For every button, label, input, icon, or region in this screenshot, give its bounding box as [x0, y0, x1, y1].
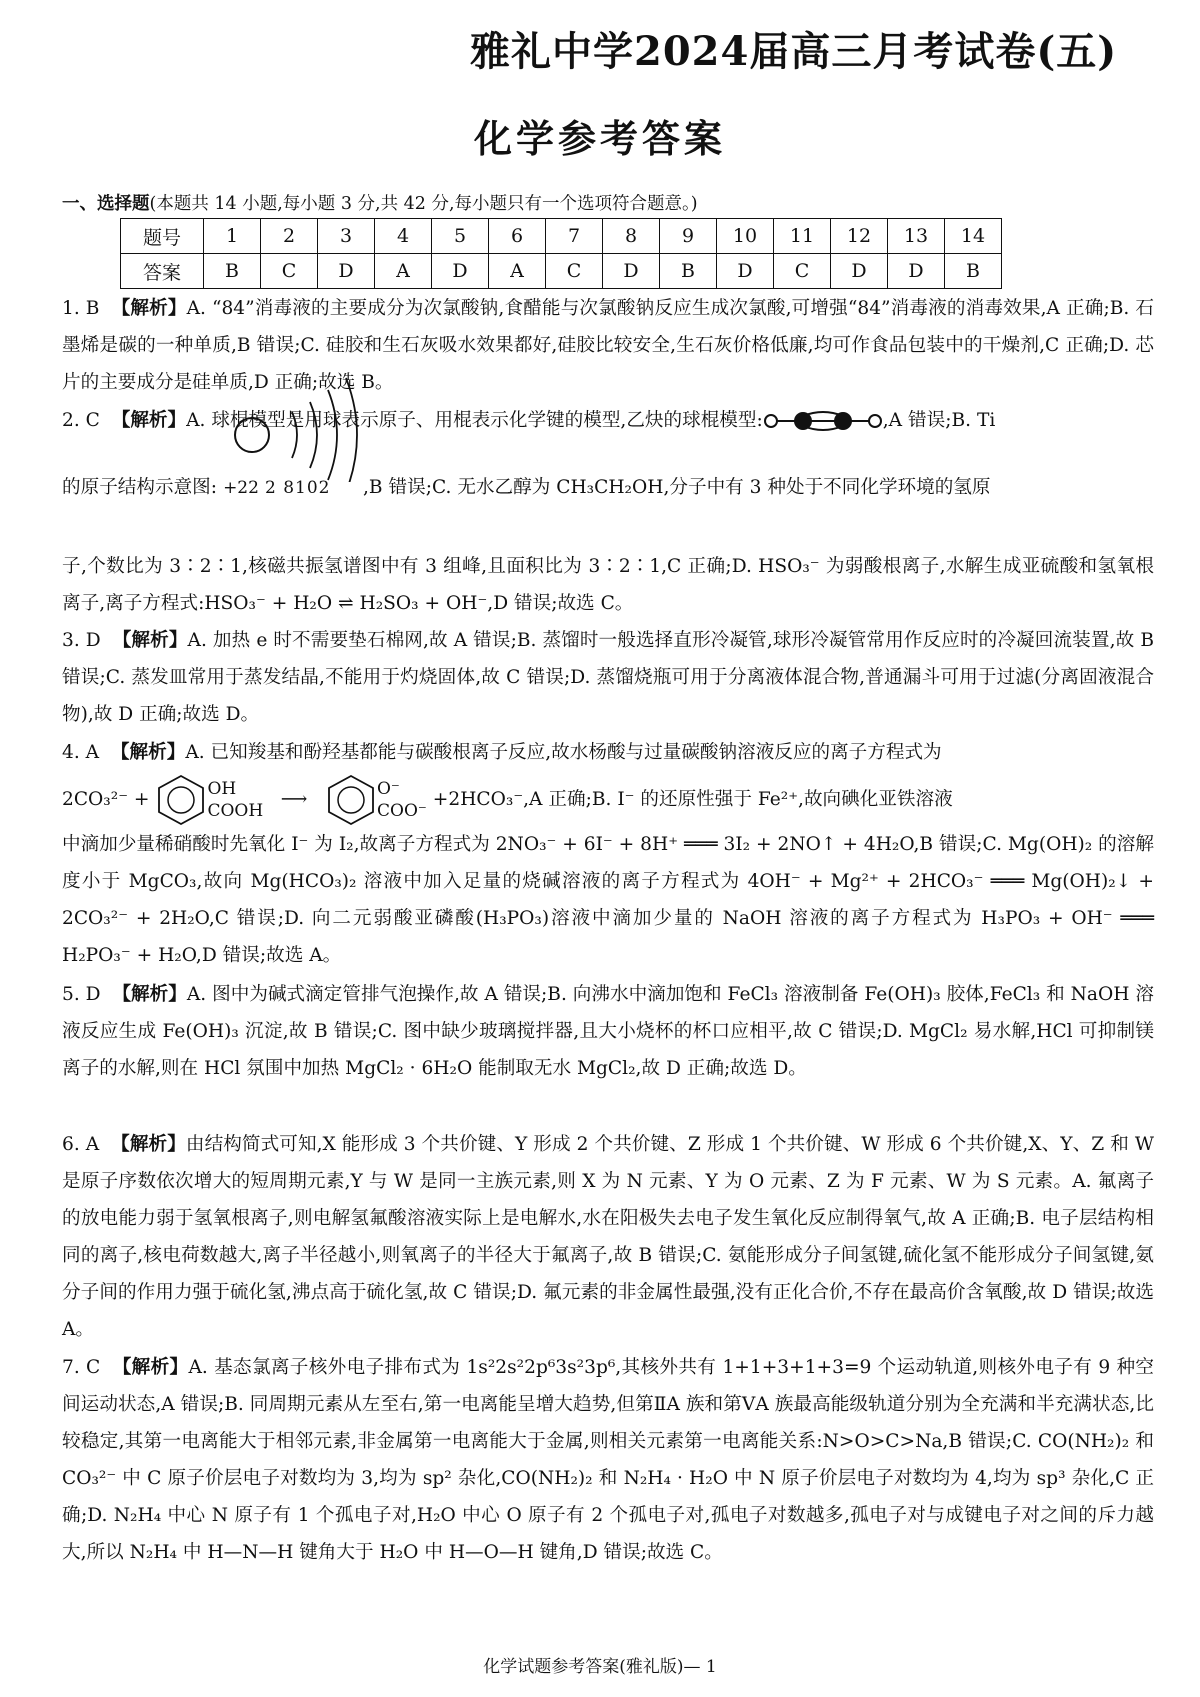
ti-atom-structure-diagram	[230, 372, 400, 482]
question-text: A. 图中为碱式滴定管排气泡操作,故 A 错误;B. 向沸水中滴加饱和 FeCl₃ 溶液制备 Fe(OH)₃ 胶体,FeCl₃ 和 NaOH 溶液反应生成 Fe(OH)₃ 沉淀,故 B 错误;C. 图中缺少玻璃搅拌器,且大小烧杯的杯口应相平,故 C 错误;D. MgCl₂ 易水解,HCl 可抑制镁离子的水解,则在 HCl 氛围中加热 MgCl₂ · 6H₂O 能制取无水 MgCl₂,故 D 正确;故选 D。	[62, 984, 1154, 1079]
question-number: 3. D	[62, 630, 101, 651]
substituent-group	[207, 778, 263, 822]
table-cell: 2	[261, 219, 318, 254]
table-cell: D	[717, 254, 774, 289]
table-cell: C	[261, 254, 318, 289]
question-number: 1. B	[62, 298, 100, 319]
question-6	[62, 1126, 1154, 1348]
question-text: ,B 错误;C. 无水乙醇为 CH₃CH₂OH,分子中有 3 种处于不同化学环境的氢原	[363, 477, 991, 498]
answer-table	[120, 218, 1002, 289]
acetylene-ball-stick-model	[763, 410, 883, 432]
question-number: 2. C	[62, 410, 100, 431]
question-text: A. 球棍模型是用球表示原子、用棍表示化学键的模型,乙炔的球棍模型:	[186, 410, 763, 431]
row-label-answer: 答案	[121, 254, 204, 289]
question-4-equation-line	[62, 772, 1154, 828]
carboxylate-label: COO⁻	[377, 801, 427, 821]
table-cell: D	[318, 254, 375, 289]
table-cell: 14	[945, 219, 1002, 254]
table-cell: B	[204, 254, 261, 289]
table-cell: 10	[717, 219, 774, 254]
question-5	[62, 976, 1154, 1087]
table-cell: D	[831, 254, 888, 289]
question-text: A. 已知羧基和酚羟基都能与碳酸根离子反应,故水杨酸与过量碳酸钠溶液反应的离子方程式为	[185, 742, 942, 763]
question-text: A. 基态氯离子核外电子排布式为 1s²2s²2p⁶3s²3p⁶,其核外共有 1+1+3+1+3=9 个运动轨道,则核外电子有 9 种空间运动状态,A 错误;B. 同周期元素从左至右,第一电离能呈增大趋势,但第ⅡA 族和第ⅤA 族最高能级轨道分别为全充满和半充满状态,比较稳定,其第一电离能大于相邻元素,非金属第一电离能大于金属,则相关元素第一电离能关系:N>O>C>Na,B 错误;C. CO(NH₂)₂ 和 CO₃²⁻ 中 C 原子价层电子对数均为 3,均为 sp² 杂化,CO(NH₂)₂ 和 N₂H₄ · H₂O 中 N 原子价层电子对数均为 4,均为 sp³ 杂化,C 正确;D. N₂H₄ 中心 N 原子有 1 个孤电子对,H₂O 中心 O 原子有 2 个孤电子对,孤电子对数越多,孤电子对与成键电子对之间的斥力越大,所以 N₂H₄ 中 H—N—H 键角大于 H₂O 中 H—O—H 键角,D 错误;故选 C。	[62, 1357, 1154, 1563]
question-2-continued	[62, 548, 1154, 622]
table-cell: 5	[432, 219, 489, 254]
table-cell: D	[432, 254, 489, 289]
salicylic-acid-structure	[155, 772, 207, 828]
table-cell: 8	[603, 219, 660, 254]
answer-table-number-row	[121, 219, 1002, 254]
equation-right: +2HCO₃⁻,A 正确;B. I⁻ 的还原性强于 Fe²⁺,故向碘化亚铁溶液	[432, 789, 953, 810]
page-footer: 化学试题参考答案(雅礼版)— 1	[483, 1657, 717, 1677]
table-cell: 13	[888, 219, 945, 254]
table-cell: B	[660, 254, 717, 289]
analysis-tag: 【解析】	[111, 1134, 186, 1155]
question-4-continued	[62, 826, 1154, 974]
question-1	[62, 290, 1154, 401]
salicylate-structure	[325, 772, 377, 828]
analysis-tag: 【解析】	[111, 298, 187, 319]
row-label-number: 题号	[121, 219, 204, 254]
phenoxide-label: O⁻	[377, 779, 400, 799]
question-text: A. 加热 e 时不需要垫石棉网,故 A 错误;B. 蒸馏时一般选择直形冷凝管,球形冷凝管常用作反应时的冷凝回流装置,故 B 错误;C. 蒸发皿常用于蒸发结晶,不能用于灼烧固体,故 C 错误;D. 蒸馏烧瓶可用于分离液体混合物,普通漏斗可用于过滤(分离固液混合物),故 D 正确;故选 D。	[62, 630, 1154, 725]
answer-table-answer-row	[121, 254, 1002, 289]
table-cell: D	[888, 254, 945, 289]
question-text: 中滴加少量稀硝酸时先氧化 I⁻ 为 I₂,故离子方程式为 2NO₃⁻ + 6I⁻ + 8H⁺ ═══ 3I₂ + 2NO↑ + 4H₂O,B 错误;C. Mg(OH)₂ 的溶解度小于 MgCO₃,故向 Mg(HCO₃)₂ 溶液中加入足量的烧碱溶液的离子方程式为 4OH⁻ + Mg²⁺ + 2HCO₃⁻ ═══ Mg(OH)₂↓ + 2CO₃²⁻ + 2H₂O,C 错误;D. 向二元弱酸亚磷酸(H₃PO₃)溶液中滴加少量的 NaOH 溶液的离子方程式为 H₃PO₃ + OH⁻ ═══ H₂PO₃⁻ + H₂O,D 错误;故选 A。	[62, 834, 1154, 966]
table-cell: C	[546, 254, 603, 289]
question-text: 由结构简式可知,X 能形成 3 个共价键、Y 形成 2 个共价键、Z 形成 1 个共价键、W 形成 6 个共价键,X、Y、Z 和 W 是原子序数依次增大的短周期元素,Y 与 W 是同一主族元素,则 X 为 N 元素、Y 为 O 元素、Z 为 F 元素、W 为 S 元素。A. 氟离子的放电能力弱于氢氧根离子,则电解氢氟酸溶液实际上是电解水,水在阳极失去电子发生氧化反应制得氧气,故 A 正确;B. 电子层结构相同的离子,核电荷数越大,离子半径越小,则氧离子的半径大于氟离子,故 B 错误;C. 氨能形成分子间氢键,硫化氢不能形成分子间氢键,氨分子间的作用力强于硫化氢,沸点高于硫化氢,故 C 错误;D. 氟元素的非金属性最强,没有正化合价,不存在最高价含氧酸,故 D 错误;故选 A。	[62, 1134, 1155, 1340]
school-title: 雅礼中学2024届高三月考试卷(五)	[470, 28, 1118, 75]
analysis-tag: 【解析】	[112, 1357, 189, 1378]
nucleus-charge: +22	[223, 478, 259, 498]
section-label: 一、选择题	[62, 194, 150, 214]
table-cell: A	[375, 254, 432, 289]
question-2	[62, 402, 1154, 439]
table-cell: 1	[204, 219, 261, 254]
section-note: (本题共 14 小题,每小题 3 分,共 42 分,每小题只有一个选项符合题意。)	[149, 194, 698, 214]
table-cell: D	[603, 254, 660, 289]
question-text: 子,个数比为 3∶2∶1,核磁共振氢谱图中有 3 组峰,且面积比为 3∶2∶1,C 正确;D. HSO₃⁻ 为弱酸根离子,水解生成亚硫酸和氢氧根离子,离子方程式:HSO₃⁻ + H₂O ⇌ H₂SO₃ + OH⁻,D 错误;故选 C。	[62, 556, 1154, 614]
question-text: A. “84”消毒液的主要成分为次氯酸钠,食醋能与次氯酸钠反应生成次氯酸,可增强“84”消毒液的消毒效果,A 正确;B. 石墨烯是碳的一种单质,B 错误;C. 硅胶和生石灰吸水效果都好,硅胶比较安全,生石灰价格低廉,均可作食品包装中的干燥剂,C 正确;D. 芯片的主要成分是硅单质,D 正确;故选 B。	[62, 298, 1154, 393]
question-7	[62, 1349, 1154, 1571]
question-3	[62, 622, 1154, 733]
section-heading	[62, 190, 1162, 215]
question-4	[62, 734, 1154, 771]
electron-shells: 2 8102	[265, 478, 331, 498]
question-number: 5. D	[62, 984, 101, 1005]
question-number: 7. C	[62, 1357, 101, 1378]
table-cell: 7	[546, 219, 603, 254]
analysis-tag: 【解析】	[111, 410, 187, 431]
table-cell: 12	[831, 219, 888, 254]
analysis-tag: 【解析】	[112, 984, 187, 1005]
analysis-tag: 【解析】	[112, 630, 188, 651]
hydroxyl-label: OH	[207, 779, 237, 799]
equation-left: 2CO₃²⁻ +	[62, 789, 150, 810]
substituent-group	[377, 778, 427, 822]
table-cell: C	[774, 254, 831, 289]
question-2-diagram-line	[62, 468, 1154, 508]
table-cell: B	[945, 254, 1002, 289]
table-cell: 4	[375, 219, 432, 254]
table-cell: 6	[489, 219, 546, 254]
table-cell: 9	[660, 219, 717, 254]
question-text: 的原子结构示意图:	[62, 477, 218, 498]
table-cell: A	[489, 254, 546, 289]
carboxyl-label: COOH	[207, 801, 264, 821]
reaction-arrow: ⟶	[280, 789, 308, 810]
question-text: ,A 错误;B. Ti	[882, 410, 996, 431]
analysis-tag: 【解析】	[110, 742, 186, 763]
table-cell: 3	[318, 219, 375, 254]
table-cell: 11	[774, 219, 831, 254]
question-number: 4. A	[62, 742, 100, 763]
question-number: 6. A	[62, 1134, 100, 1155]
document-title: 化学参考答案	[473, 116, 726, 161]
